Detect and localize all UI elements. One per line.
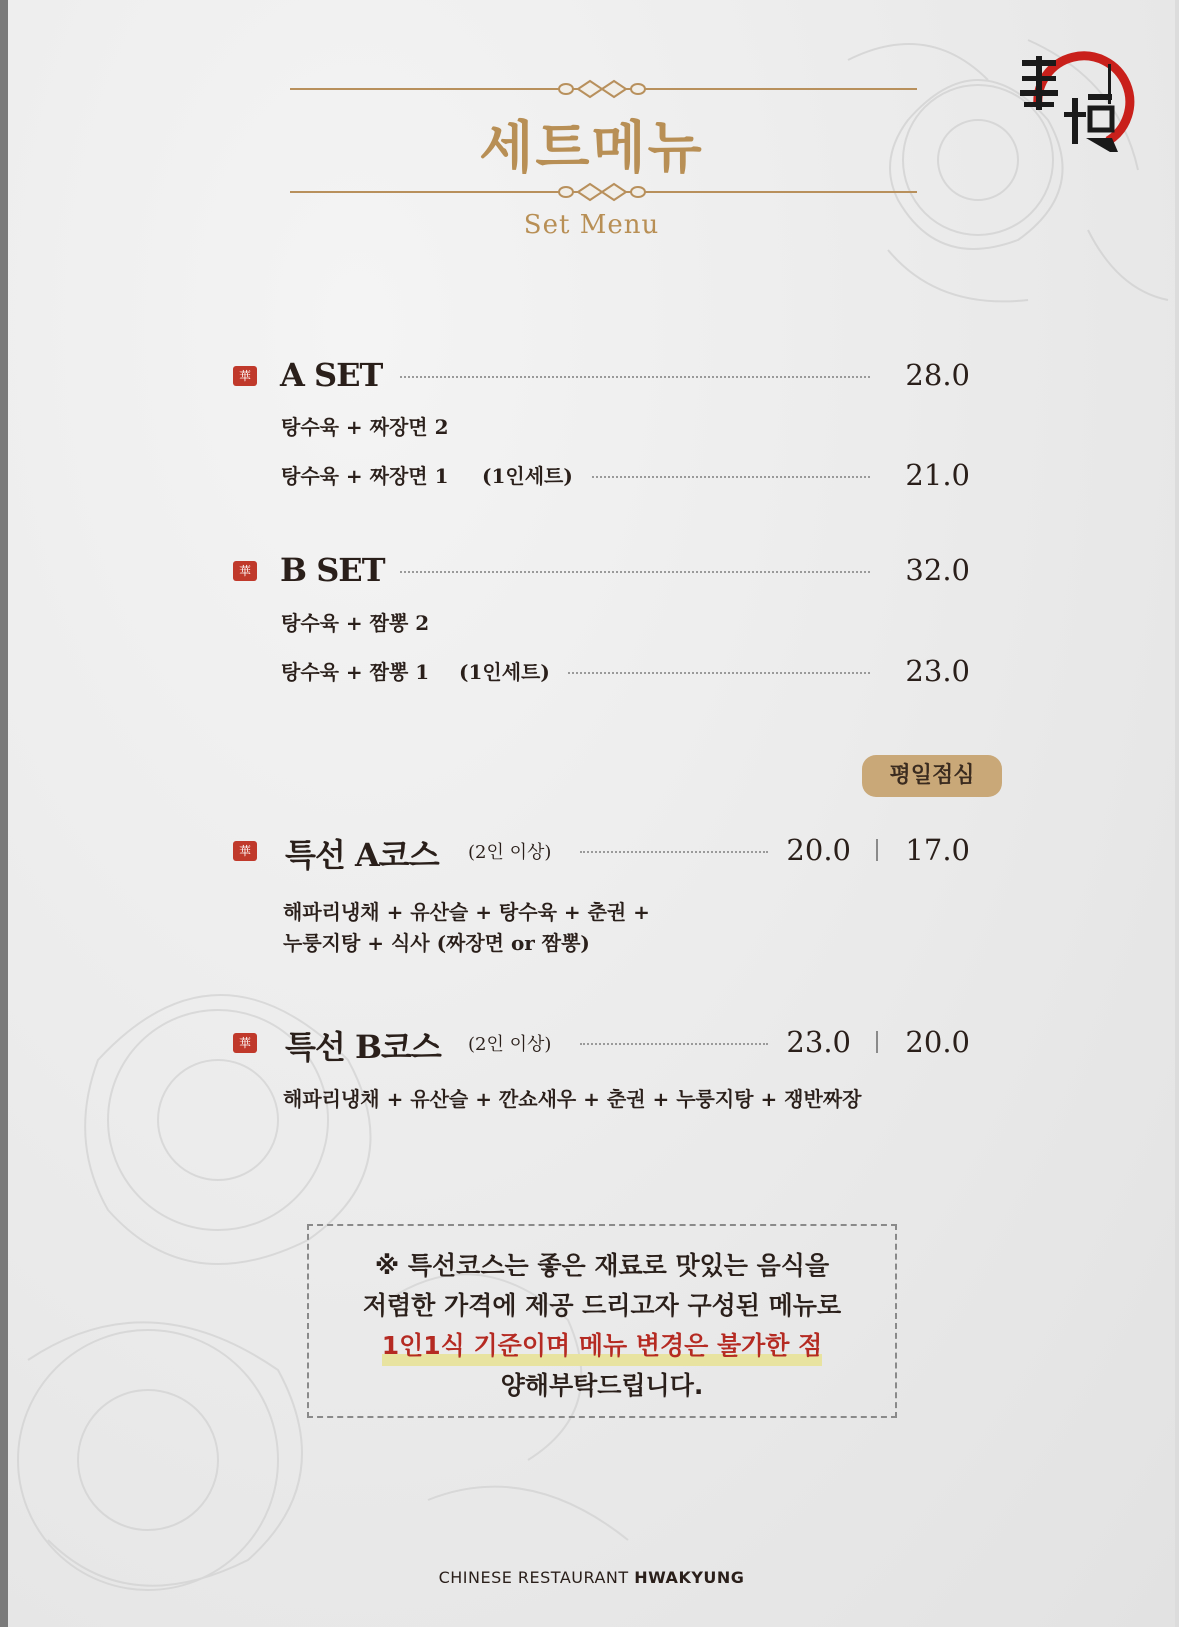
notice-line-3-highlight: 1인1식 기준이며 메뉴 변경은 불가한 점 (382, 1326, 823, 1366)
course-notice-box (307, 1224, 897, 1418)
set-a-item-2: 탕수육 + 짜장면 1 (281, 464, 449, 488)
bullet-icon: 華 (233, 841, 257, 861)
course-a-people: (2인 이상) (468, 842, 552, 863)
notice-line-2: 저렴한 가격에 제공 드리고자 구성된 메뉴로 (362, 1291, 842, 1320)
leader-dots (580, 851, 768, 853)
course-a-desc-line-1: 해파리냉채 + 유산슬 + 탕수육 + 춘권 + (283, 900, 650, 924)
leader-dots (400, 376, 870, 378)
course-a-lunch-price: 17.0 (905, 833, 970, 867)
ornament-bottom (556, 182, 648, 202)
leader-dots (568, 672, 870, 674)
set-a-item-2-price: 21.0 (905, 458, 970, 492)
bullet-icon: 華 (233, 1033, 257, 1053)
set-b-item-2-note: (1인세트) (459, 660, 550, 684)
course-a-desc-line-2: 누룽지탕 + 식사 (짜장면 or 짬뽕) (283, 931, 590, 955)
leader-dots (580, 1043, 768, 1045)
set-b-item-1: 탕수육 + 짬뽕 2 (281, 611, 430, 635)
set-a-item-1: 탕수육 + 짜장면 2 (281, 415, 449, 439)
price-separator (876, 1031, 878, 1053)
course-a-name: 특선 A코스 (285, 836, 439, 874)
course-b-lunch-price: 20.0 (905, 1025, 970, 1059)
price-separator (876, 839, 878, 861)
weekday-lunch-badge: 평일점심 (862, 755, 1002, 797)
bullet-icon: 華 (233, 561, 257, 581)
set-a-name: A SET (280, 356, 383, 394)
set-b-item-2: 탕수육 + 짬뽕 1 (281, 660, 430, 684)
notice-line-4: 양해부탁드립니다. (500, 1371, 704, 1400)
course-b-price: 23.0 (786, 1025, 851, 1059)
course-b-name: 특선 B코스 (285, 1028, 441, 1066)
set-a-price: 28.0 (905, 358, 970, 392)
course-b-people: (2인 이상) (468, 1034, 552, 1055)
set-b-name: B SET (280, 551, 385, 589)
notice-line-1: ※ 특선코스는 좋은 재료로 맛있는 음식을 (374, 1251, 830, 1280)
bullet-icon: 華 (233, 366, 257, 386)
footer-prefix: CHINESE RESTAURANT (438, 1568, 635, 1587)
leader-dots (592, 476, 870, 478)
page-title: 세트메뉴 (479, 116, 704, 181)
page-edge (0, 0, 8, 1627)
footer-brand: HWAKYUNG (634, 1568, 745, 1587)
leader-dots (400, 571, 870, 573)
set-b-item-2-price: 23.0 (905, 654, 970, 688)
page-subtitle: Set Menu (523, 210, 660, 240)
ornament-top (556, 79, 648, 99)
course-a-price: 20.0 (786, 833, 851, 867)
restaurant-logo-icon (1008, 46, 1138, 156)
set-a-item-2-note: (1인세트) (482, 464, 573, 488)
course-b-desc-line-1: 해파리냉채 + 유산슬 + 깐쇼새우 + 춘권 + 누룽지탕 + 쟁반짜장 (283, 1087, 862, 1111)
set-b-price: 32.0 (905, 553, 970, 587)
footer (8, 1568, 1175, 1587)
menu-page (8, 0, 1175, 1627)
